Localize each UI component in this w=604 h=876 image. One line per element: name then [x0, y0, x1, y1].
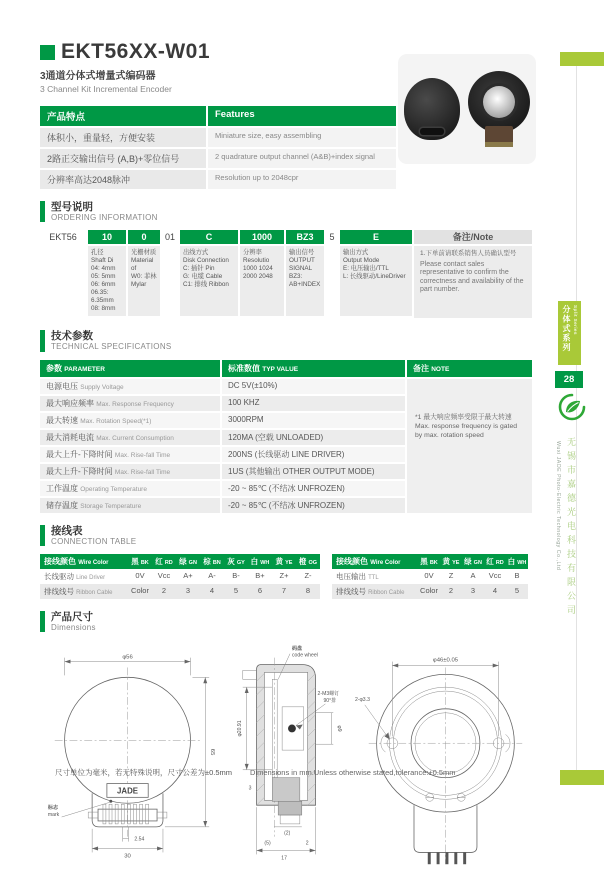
param-zh: 最大消耗电流: [46, 432, 94, 442]
dim-section-b4: 17: [281, 855, 287, 862]
dim-section-b3: 2: [305, 840, 309, 847]
dim-front-height: 65: [209, 748, 216, 756]
feature-row: [40, 128, 396, 147]
code-wheel-label-zh: 码盘: [291, 645, 303, 652]
connection-row: [332, 569, 528, 584]
feature-en: 2 quadrature output channel (A&B)+index signal: [208, 149, 396, 168]
wire-color-zh: 接线颜色: [336, 556, 368, 566]
ordering-desc-signal: [286, 246, 324, 316]
signal-cell: 3: [185, 585, 191, 595]
desc-line: 输出方式: [343, 249, 369, 257]
param-en: Max. Current Consumption: [96, 434, 174, 442]
param-zh: 最大响应频率: [46, 398, 94, 408]
ordering-heading-en: ORDERING INFORMATION: [51, 213, 158, 223]
connection-heading-en: CONNECTION TABLE: [51, 536, 137, 546]
footer-note-zh: 尺寸单位为毫米，若无特殊说明，尺寸公差为±0.5mm: [55, 768, 233, 777]
color-en: GN: [188, 559, 197, 566]
color-zh: 白: [507, 556, 516, 566]
row-label-en: Ribbon Cable: [368, 589, 405, 596]
ordering-section: [40, 201, 532, 318]
corner-accent-bottom: [560, 770, 604, 785]
param-value: 100 KHZ: [222, 396, 405, 411]
dim-back-holes: 2-φ3.3: [354, 696, 370, 703]
ordering-heading-zh: 型号说明: [51, 201, 93, 213]
subtitle-zh: 3通道分体式增量式编码器: [40, 71, 156, 82]
ordering-code-seq: 01: [164, 232, 175, 243]
wire-color-en: Wire Color: [78, 559, 109, 566]
col-param-zh: 参数: [46, 363, 62, 373]
param-zh: 电源电压: [46, 381, 78, 391]
connection-row: [40, 584, 320, 599]
param-zh: 最大上升-下降时间: [46, 449, 113, 459]
dim-section-dia-left: φ20.91: [236, 720, 243, 737]
signal-cell: 5: [514, 585, 520, 595]
param-en: Max. Rise-fall Time: [114, 468, 171, 476]
feature-row: [40, 170, 396, 189]
color-en: YE: [285, 559, 293, 566]
param-value: -20 ~ 85℃ (不结冰 UNFROZEN): [222, 481, 405, 496]
company-name-en: Wuxi JADE Photo-Electric Technology Co.,Ltd: [555, 441, 561, 571]
desc-line: 2000 2048: [243, 273, 273, 281]
ordering-code-signal: BZ3: [286, 230, 324, 244]
signal-cell: B: [514, 570, 520, 580]
note-line: *1 最大响应频率受限于最大转速: [415, 413, 512, 421]
signal-cell: 2: [448, 585, 454, 595]
param-en: Max. Rise-fall Time: [114, 451, 171, 459]
series-tab-zh: 分体式系列: [562, 305, 571, 353]
spec-row: [40, 464, 405, 479]
color-en: BK: [140, 559, 149, 566]
signal-cell: Z: [448, 570, 454, 580]
signal-cell: A-: [208, 570, 216, 580]
signal-cell: Z+: [279, 570, 289, 580]
color-en: BK: [429, 559, 438, 566]
param-value: -20 ~ 85℃ (不结冰 UNFROZEN): [222, 498, 405, 513]
features-table: [40, 106, 396, 189]
dim-front-width: 30: [124, 853, 131, 860]
color-zh: 白: [250, 556, 259, 566]
desc-line: 输出信号: [289, 249, 315, 257]
color-en: RD: [164, 559, 173, 566]
feature-zh: 2路正交输出信号 (A,B)+零位信号: [40, 149, 206, 168]
color-zh: 黑: [131, 556, 139, 566]
param-en: Supply Voltage: [80, 383, 124, 391]
header: [40, 40, 532, 98]
color-en: YE: [452, 559, 460, 566]
dimension-drawing-back: [353, 638, 532, 876]
signal-cell: Color: [420, 585, 438, 595]
product-photo-card: [398, 54, 536, 164]
spec-row: [40, 430, 405, 445]
desc-line: Output Mode: [343, 257, 380, 265]
datasheet-page: [40, 40, 532, 876]
mark-label-en: mark: [47, 812, 60, 819]
mark-label-zh: 标志: [47, 805, 59, 812]
ordering-desc-material: [128, 246, 160, 316]
specs-heading-zh: 技术参数: [51, 330, 93, 343]
ordering-code-connection: C: [180, 230, 238, 244]
desc-line: L: 长线驱动/LineDriver: [343, 273, 406, 281]
col-value-zh: 标准数值: [228, 363, 260, 373]
color-zh: 黑: [420, 556, 428, 566]
series-tab-en: Split Series: [573, 305, 578, 335]
ordering-code-five: 5: [329, 232, 335, 243]
connection-table-linedriver: [40, 554, 320, 599]
signal-cell: 0V: [424, 570, 434, 580]
page-title: EKT56XX-W01: [61, 40, 211, 63]
desc-line: E: 电压输出/TTL: [343, 265, 389, 273]
desc-line: BZ3:: [289, 273, 303, 281]
color-zh: 棕: [203, 556, 211, 566]
color-en: RD: [495, 559, 504, 566]
note-line: by max. rotation speed: [415, 431, 484, 439]
signal-cell: A+: [183, 570, 193, 580]
row-label-zh: 排线线号: [336, 586, 366, 596]
color-zh: 绿: [179, 556, 187, 566]
spec-row: [40, 481, 405, 496]
row-label-zh: 排线线号: [44, 586, 74, 596]
ordering-code-shaft: 10: [88, 230, 126, 244]
series-tab: [558, 301, 581, 365]
desc-line: 分辨率: [243, 249, 262, 257]
ordering-table: [40, 230, 532, 318]
dim-front-diameter: φ56: [122, 654, 133, 661]
specs-note: [407, 379, 532, 513]
desc-line: SIGNAL: [289, 265, 313, 273]
color-en: BN: [212, 559, 221, 566]
desc-line: C1: 排线 Ribbon: [183, 281, 229, 289]
desc-line: Disk Connection: [183, 257, 229, 265]
ordering-note-heading: 备注/Note: [414, 230, 532, 244]
color-en: WH: [517, 559, 527, 566]
encoder-back-photo: [404, 78, 460, 140]
screw-label: 2-M3螺钉: [317, 691, 340, 698]
desc-line: 6.35mm: [91, 297, 114, 305]
param-zh: 最大上升-下降时间: [46, 466, 113, 476]
desc-line: Shaft Di: [91, 257, 114, 265]
ordering-desc-connection: [180, 246, 238, 316]
desc-line: 光栅材质: [131, 249, 157, 257]
col-param-en: PARAMETER: [64, 365, 105, 373]
features-heading-zh: 产品特点: [40, 106, 206, 126]
color-en: WH: [260, 559, 270, 566]
connection-row: [332, 584, 528, 599]
signal-cell: Vcc: [488, 570, 502, 580]
color-zh: 黄: [442, 556, 451, 566]
desc-line: Resolutio: [243, 257, 270, 265]
desc-line: G: 电缆 Cable: [183, 273, 223, 281]
connection-row: [40, 569, 320, 584]
signal-cell: Color: [131, 585, 149, 595]
desc-line: 孔径: [91, 249, 104, 257]
screw-label-2: 90°排: [323, 697, 337, 704]
param-value: 200NS (长线驱动 LINE DRIVER): [222, 447, 405, 462]
ordering-code-material: 0: [128, 230, 160, 244]
spec-row: [40, 396, 405, 411]
ordering-desc-mode: [340, 246, 412, 316]
spec-row: [40, 447, 405, 462]
corner-accent-top: [560, 52, 604, 66]
param-value: 120MA (空载 UNLOADED): [222, 430, 405, 445]
feature-zh: 分辨率高达2048脉冲: [40, 170, 206, 189]
encoder-front-photo: [468, 71, 530, 147]
connection-section: [40, 525, 532, 599]
color-en: OG: [308, 559, 318, 566]
row-label-en: Line Driver: [76, 574, 106, 581]
signal-cell: A: [470, 570, 476, 580]
note-line-zh: 1.下单前请联系销售人员确认型号: [420, 250, 517, 258]
row-label-en: Ribbon Cable: [76, 589, 113, 596]
dim-back-diameter: φ46±0.05: [432, 657, 458, 664]
row-label-zh: 电压输出: [336, 571, 366, 581]
col-value-en: TYP VALUE: [262, 365, 299, 373]
dimension-drawing-front: [40, 638, 225, 876]
signal-cell: 6: [257, 585, 263, 595]
param-en: Storage Temperature: [80, 502, 142, 510]
param-en: Max. Rotation Speed(*1): [80, 417, 152, 425]
spec-row: [40, 498, 405, 513]
spec-row: [40, 379, 405, 394]
connection-heading-zh: 接线表: [51, 524, 83, 537]
desc-line: 1000 1024: [243, 265, 273, 273]
param-en: Operating Temperature: [80, 485, 147, 493]
param-value: DC 5V(±10%): [222, 379, 405, 394]
dimensions-heading-en: Dimensions: [51, 622, 96, 632]
spec-row: [40, 413, 405, 428]
signal-cell: 4: [492, 585, 498, 595]
dim-pin-pitch: 2.54: [134, 836, 145, 843]
param-zh: 工作温度: [46, 483, 78, 493]
signal-cell: B-: [232, 570, 240, 580]
dim-section-3: 3: [248, 785, 252, 792]
col-note-zh: 备注: [413, 363, 429, 373]
title-marker-icon: [40, 45, 55, 60]
col-note-en: NOTE: [431, 365, 450, 373]
footer-note: [55, 767, 456, 778]
desc-line: 出线方式: [183, 249, 209, 257]
footer-note-en: Dimensions in mm.Unless otherwise stated,tolerance:±0.5mm: [250, 768, 456, 777]
specs-table: [40, 360, 532, 513]
desc-line: 06: 6mm: [91, 281, 116, 289]
feature-zh: 体积小，重量轻，方便安装: [40, 128, 206, 147]
dimensions-section: [40, 611, 532, 876]
desc-line: 05: 5mm: [91, 273, 116, 281]
note-line: Max. response frequency is gated: [415, 422, 518, 430]
specs-section: [40, 330, 532, 512]
dim-section-dia-right: φ9: [336, 725, 343, 732]
signal-cell: B+: [255, 570, 265, 580]
subtitle-en: 3 Channel Kit Incremental Encoder: [40, 84, 172, 94]
color-en: GN: [473, 559, 482, 566]
signal-cell: Vcc: [157, 570, 171, 580]
desc-line: 04: 4mm: [91, 265, 116, 273]
ordering-note: [414, 246, 532, 318]
signal-cell: 5: [233, 585, 239, 595]
ordering-desc-shaft: [88, 246, 126, 316]
desc-line: W0: 菲林: [131, 273, 157, 281]
ordering-code-resolution: 1000: [240, 230, 284, 244]
color-zh: 红: [486, 556, 494, 566]
dim-section-b1: (2): [284, 830, 291, 837]
signal-cell: Z-: [304, 570, 312, 580]
param-en: Max. Response Frequency: [96, 400, 174, 408]
dimensions-heading-zh: 产品尺寸: [51, 610, 93, 623]
connection-table-ttl: [332, 554, 528, 599]
signal-cell: 7: [281, 585, 287, 595]
ordering-code-mode: E: [340, 230, 412, 244]
param-value: 1US (其他输出 OTHER OUTPUT MODE): [222, 464, 405, 479]
specs-heading-en: TECHNICAL SPECIFICATIONS: [51, 342, 172, 352]
signal-cell: 3: [470, 585, 476, 595]
desc-line: AB+INDEX: [289, 281, 321, 289]
color-zh: 橙: [298, 556, 307, 566]
features-heading-en: Features: [208, 106, 396, 126]
desc-line: OUTPUT: [289, 257, 315, 265]
param-zh: 最大转速: [46, 415, 78, 425]
color-zh: 黄: [275, 556, 284, 566]
signal-cell: 4: [209, 585, 215, 595]
code-wheel-label-en: code wheel: [291, 652, 318, 659]
brand-label: JADE: [117, 786, 139, 796]
ordering-desc-resolution: [240, 246, 284, 316]
param-value: 3000RPM: [222, 413, 405, 428]
note-line-en: Please contact sales representative to confirm the correctness and availability of the part number.: [420, 260, 524, 294]
param-zh: 储存温度: [46, 500, 78, 510]
desc-line: 06.35:: [91, 289, 109, 297]
ordering-prefix: EKT56: [49, 232, 77, 243]
row-label-zh: 长线驱动: [44, 571, 74, 581]
feature-en: Miniature size, easy assembling: [208, 128, 396, 147]
color-zh: 灰: [227, 556, 235, 566]
signal-cell: 0V: [135, 570, 145, 580]
signal-cell: 8: [305, 585, 311, 595]
wire-color-en: Wire Color: [370, 559, 401, 566]
page-number: 28: [555, 371, 583, 388]
wire-color-zh: 接线颜色: [44, 556, 76, 566]
desc-line: Mylar: [131, 281, 147, 289]
company-name-zh: 无锡市嘉德光电科技有限公司: [566, 437, 576, 619]
dimension-drawing-section: [229, 638, 349, 876]
signal-cell: 2: [161, 585, 167, 595]
feature-row: [40, 149, 396, 168]
encoder-connector: [485, 126, 513, 147]
jade-leaf-logo-icon: [558, 393, 586, 426]
desc-line: C: 插针 Pin: [183, 265, 215, 273]
encoder-ring: [468, 71, 530, 133]
encoder-hub: [483, 86, 515, 118]
color-en: GY: [236, 559, 245, 566]
color-zh: 红: [155, 556, 163, 566]
dim-section-b2: (5): [264, 840, 271, 847]
desc-line: 08: 8mm: [91, 305, 116, 313]
desc-line: Material of: [131, 257, 154, 273]
color-zh: 绿: [464, 556, 472, 566]
row-label-en: TTL: [368, 574, 379, 581]
feature-en: Resolution up to 2048cpr: [208, 170, 396, 189]
